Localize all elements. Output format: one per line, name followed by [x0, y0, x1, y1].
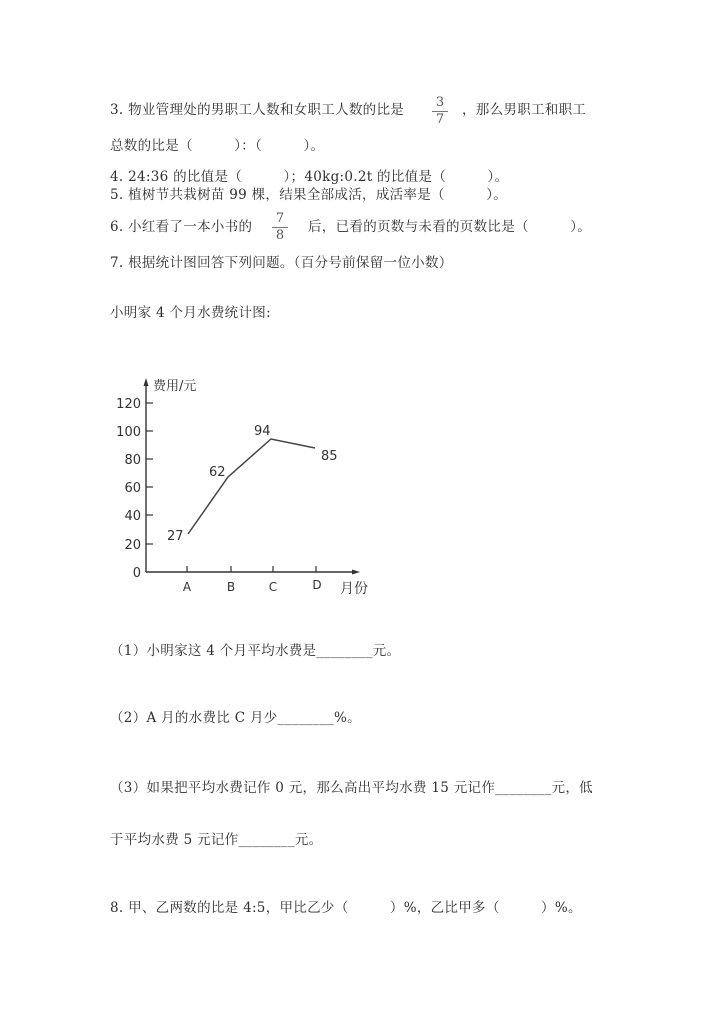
y-tick-labels [116, 397, 141, 581]
data-label: 85 [321, 449, 338, 464]
fraction-denominator: 7 [435, 112, 445, 127]
question-6-prefix: 6. 小红看了一本小书的 [110, 219, 253, 235]
question-6-suffix: 后，已看的页数与未看的页数比是（ ）。 [308, 219, 592, 235]
x-tick-label: C [268, 580, 278, 594]
x-tick-label: D [312, 578, 322, 592]
question-7-sub-3-line-2: 于平均水费 5 元记作________元。 [110, 832, 323, 848]
data-label: 62 [209, 465, 226, 480]
y-tick-label: 20 [124, 538, 141, 553]
x-tick-label: A [182, 580, 192, 594]
data-label: 27 [167, 529, 184, 544]
question-7-sub-3-line-1: （3）如果把平均水费记作 0 元，那么高出平均水费 15 元记作________元，低 [110, 780, 593, 796]
fraction-numerator: 3 [435, 95, 445, 110]
x-tick-labels [183, 578, 322, 594]
question-5: 5. 植树节共栽树苗 99 棵，结果全部成活，成活率是（ ）。 [110, 187, 508, 203]
data-labels [167, 424, 338, 544]
y-axis-label: 费用/元 [153, 379, 197, 394]
question-7-sub-2: （2）A 月的水费比 C 月少________%。 [110, 710, 361, 726]
question-3-prefix: 3. 物业管理处的男职工人数和女职工人数的比是 [110, 102, 405, 118]
y-tick-label: 100 [116, 425, 141, 440]
y-tick-label: 120 [116, 397, 141, 412]
fraction-denominator: 8 [275, 228, 285, 243]
data-line [188, 439, 315, 534]
y-tick-label: 60 [124, 481, 141, 496]
question-7-sub-1: （1）小明家这 4 个月平均水费是________元。 [110, 643, 401, 659]
fraction-numerator: 7 [275, 211, 285, 226]
y-tick-label: 0 [132, 566, 141, 581]
question-4: 4. 24:36 的比值是（ ）；40kg:0.2t 的比值是（ ）。 [110, 169, 509, 185]
chart-caption: 小明家 4 个月水费统计图: [110, 305, 271, 321]
data-label: 94 [254, 424, 271, 439]
x-tick-label: B [226, 580, 236, 594]
question-8: 8. 甲、乙两数的比是 4:5，甲比乙少（ ）%，乙比甲多（ ）%。 [110, 900, 582, 916]
x-axis-label: 月份 [340, 581, 368, 597]
y-ticks [146, 403, 153, 544]
x-axis-arrow-icon [352, 570, 360, 575]
y-axis-arrow-icon [144, 378, 149, 386]
question-7-title: 7. 根据统计图回答下列问题。（百分号前保留一位小数） [110, 255, 453, 271]
y-tick-label: 40 [124, 509, 141, 524]
question-3-line-2: 总数的比是（ ）：（ ）。 [110, 138, 325, 154]
question-3-suffix: ，那么男职工和职工 [462, 102, 587, 118]
x-ticks [187, 566, 316, 572]
y-tick-label: 80 [124, 453, 141, 468]
